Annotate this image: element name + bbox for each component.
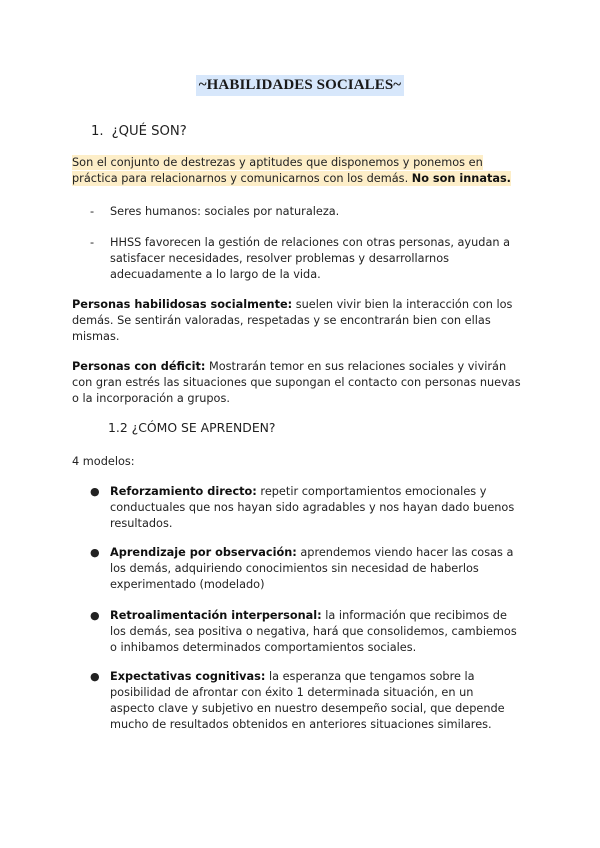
dash-marker: - [90, 236, 95, 249]
dash-item-text: HHSS favorecen la gestión de relaciones con otras personas, ayudan a satisfacer necesidades, resolver problemas y desarrollarnos adecuadamente a lo largo de la vida. [110, 236, 511, 281]
document-title: ~HABILIDADES SOCIALES~ [196, 75, 404, 96]
bullet-item [90, 545, 520, 593]
bullet-item [90, 669, 520, 733]
bullet-marker: ● [90, 485, 100, 498]
bullet-marker: ● [90, 670, 100, 683]
intro-bold: No son innatas. [411, 172, 511, 185]
bullet-text: la esperanza que tengamos sobre la posibilidad de afrontar con éxito 1 determinada situación, en un aspecto clave y subjetivo en nuestro desempeño social, que depende mucho de resultados obtenidos en anteriores situaciones similares. [110, 670, 505, 731]
models-label: 4 modelos: [72, 455, 135, 468]
dash-item [90, 235, 520, 283]
intro-paragraph [72, 155, 522, 187]
skilled-text: suelen vivir bien la interacción con los demás. Se sentirán valoradas, respetadas y se encontrarán bien con ellas mismas. [72, 298, 513, 343]
bullet-item [90, 608, 520, 656]
bullet-label: Expectativas cognitivas: [110, 670, 266, 683]
bullet-item [90, 484, 520, 532]
dash-item [90, 204, 520, 220]
dash-list-2 [90, 235, 520, 283]
intro-text: Son el conjunto de destrezas y aptitudes que disponemos y ponemos en práctica para relacionarnos y comunicarnos con los demás. [72, 156, 483, 185]
bullet-text: la información que recibimos de los demás, sea positiva o negativa, hará que consolidemos, cambiemos o inhibamos determinados comportamientos sociales. [110, 609, 517, 654]
section1-heading-text: ¿QUÉ SON? [111, 124, 187, 139]
bullet-marker: ● [90, 609, 100, 622]
bullet-label: Reforzamiento directo: [110, 485, 257, 498]
bullet-marker: ● [90, 546, 100, 559]
bullet-text: repetir comportamientos emocionales y conductuales que nos hayan sido agradables y nos hayan dado buenos resultados. [110, 485, 515, 530]
dash-item-text: Seres humanos: sociales por naturaleza. [110, 205, 340, 218]
bullet-text: aprendemos viendo hacer las cosas a los demás, adquiriendo conocimientos sin necesidad de haberlos experimentado (modelado) [110, 546, 514, 591]
skilled-label: Personas habilidosas socialmente: [72, 298, 293, 311]
title-container [0, 74, 600, 96]
deficit-label: Personas con déficit: [72, 360, 206, 373]
deficit-text: Mostrarán temor en sus relaciones sociales y vivirán con gran estrés las situaciones que supongan el contacto con personas nuevas o la incorporación a grupos. [72, 360, 521, 405]
deficit-paragraph [72, 359, 522, 407]
section1-number: 1. [91, 124, 104, 139]
bullet-label: Retroalimentación interpersonal: [110, 609, 322, 622]
section1-heading [91, 124, 187, 139]
section2-heading: 1.2 ¿CÓMO SE APRENDEN? [108, 420, 276, 435]
skilled-paragraph [72, 297, 522, 345]
dash-marker: - [90, 205, 95, 218]
dash-list [90, 204, 520, 220]
bullet-label: Aprendizaje por observación: [110, 546, 297, 559]
